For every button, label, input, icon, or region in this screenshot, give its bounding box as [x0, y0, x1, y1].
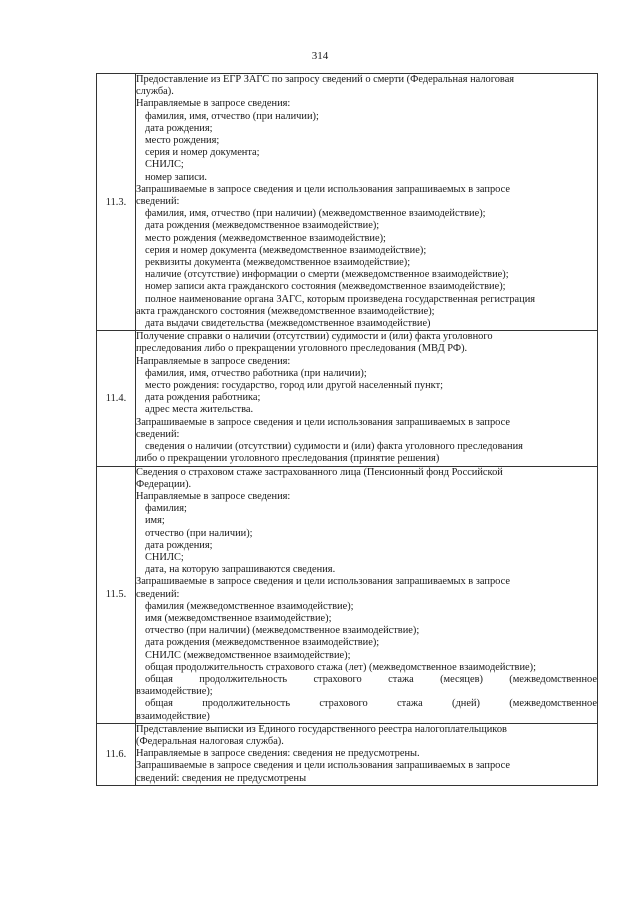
word: продолжительность — [199, 673, 288, 685]
text-line: Представление выписки из Единого государственного реестра налогоплательщиков — [136, 723, 507, 735]
text-line: полное наименование органа ЗАГС, которым произведена государственная регистрация — [145, 293, 536, 305]
text-line: отчество (при наличии) (межведомственное взаимодействие); — [145, 625, 420, 637]
text-line: общая продолжительность страхового стажа (лет) (межведомственное взаимодействие); — [145, 661, 536, 673]
requests-table-body — [97, 74, 598, 786]
word: страхового — [313, 673, 362, 685]
text-line: дата рождения; — [145, 122, 213, 134]
text-line: адрес места жительства. — [145, 404, 254, 416]
text-line: фамилия, имя, отчество (при наличии); — [145, 110, 319, 122]
text-line: (Федеральная налоговая служба). — [136, 735, 284, 747]
text-line: СНИЛС; — [145, 159, 184, 171]
text-line: номер записи акта гражданского состояния (межведомственное взаимодействие); — [145, 281, 506, 293]
row-number: 11.3. — [97, 74, 136, 331]
text-line: сведений: — [136, 588, 180, 600]
justified-line — [136, 698, 597, 710]
word: стажа — [388, 673, 414, 685]
text-line: дата рождения (межведомственное взаимодействие); — [145, 637, 380, 649]
text-line: Направляемые в запросе сведения: сведения не предусмотрены. — [136, 748, 420, 760]
text-line: Запрашиваемые в запросе сведения и цели использования запрашиваемых в запросе — [136, 416, 510, 428]
text-line: место рождения; — [145, 135, 220, 147]
text-line: серия и номер документа; — [145, 147, 260, 159]
requests-table — [96, 73, 598, 786]
text-line: номер записи. — [145, 171, 208, 183]
word: (межведомственное — [509, 673, 597, 685]
text-line: взаимодействие); — [136, 686, 213, 698]
row-content — [136, 74, 598, 331]
row-number: 11.6. — [97, 723, 136, 785]
table-row — [97, 331, 598, 466]
justified-line — [136, 674, 597, 686]
text-line: Сведения о страховом стаже застрахованного лица (Пенсионный фонд Российской — [136, 466, 503, 478]
text-line: фамилия; — [145, 503, 187, 515]
text-line: фамилия, имя, отчество (при наличии) (межведомственное взаимодействие); — [145, 208, 486, 220]
table-row — [97, 74, 598, 331]
text-line: место рождения (межведомственное взаимодействие); — [145, 232, 386, 244]
text-line: сведений: сведения не предусмотрены — [136, 772, 307, 784]
row-number: 11.5. — [97, 466, 136, 723]
row-content — [136, 331, 598, 466]
text-line: дата, на которую запрашиваются сведения. — [145, 564, 336, 576]
text-line: сведений: — [136, 428, 180, 440]
text-line: Получение справки о наличии (отсутствии) судимости и (или) факта уголовного — [136, 331, 493, 343]
text-line: Запрашиваемые в запросе сведения и цели использования запрашиваемых в запросе — [136, 183, 510, 195]
text-line: преследования либо о прекращении уголовного преследования (МВД РФ). — [136, 343, 468, 355]
text-line: имя (межведомственное взаимодействие); — [145, 612, 332, 624]
table-row — [97, 723, 598, 785]
word: (дней) — [452, 698, 480, 710]
text-line: реквизиты документа (межведомственное взаимодействие); — [145, 257, 411, 269]
text-line: Направляемые в запросе сведения: — [136, 98, 291, 110]
word: продолжительность — [202, 698, 291, 710]
text-line: фамилия, имя, отчество работника (при наличии); — [145, 367, 367, 379]
text-line: Запрашиваемые в запросе сведения и цели использования запрашиваемых в запросе — [136, 760, 510, 772]
text-line: СНИЛС; — [145, 551, 184, 563]
text-line: СНИЛС (межведомственное взаимодействие); — [145, 649, 351, 661]
text-line: Направляемые в запросе сведения: — [136, 355, 291, 367]
text-line: фамилия (межведомственное взаимодействие); — [145, 600, 354, 612]
text-line: акта гражданского состояния (межведомственное взаимодействие); — [136, 305, 435, 317]
text-line: отчество (при наличии); — [145, 527, 253, 539]
text-line: сведений: — [136, 196, 180, 208]
row-content — [136, 466, 598, 723]
word: (месяцев) — [440, 673, 483, 685]
word: общая — [145, 698, 173, 710]
text-line: Направляемые в запросе сведения: — [136, 490, 291, 502]
text-line: Запрашиваемые в запросе сведения и цели использования запрашиваемых в запросе — [136, 576, 510, 588]
word: страхового — [319, 698, 368, 710]
text-line: дата выдачи свидетельства (межведомственное взаимодействие) — [145, 318, 431, 330]
text-line: место рождения: государство, город или другой населенный пункт; — [145, 380, 444, 392]
word: (межведомственное — [509, 698, 597, 710]
text-line: дата рождения работника; — [145, 392, 261, 404]
row-number: 11.4. — [97, 331, 136, 466]
text-line: Федерации). — [136, 478, 192, 490]
table-row — [97, 466, 598, 723]
text-line: Предоставление из ЕГР ЗАГС по запросу сведений о смерти (Федеральная налоговая — [136, 74, 515, 85]
text-line: служба). — [136, 86, 174, 98]
word: стажа — [397, 698, 423, 710]
text-line: дата рождения; — [145, 539, 213, 551]
text-line: наличие (отсутствие) информации о смерти (межведомственное взаимодействие); — [145, 269, 509, 281]
text-line: либо о прекращении уголовного преследования (принятие решения) — [136, 453, 440, 465]
word: общая — [145, 673, 173, 685]
text-line: серия и номер документа (межведомственное взаимодействие); — [145, 244, 427, 256]
text-line: сведения о наличии (отсутствии) судимости и (или) факта уголовного преследования — [145, 441, 523, 453]
page-number: 314 — [311, 50, 329, 62]
text-line: имя; — [145, 515, 165, 527]
text-line: взаимодействие) — [136, 710, 210, 722]
row-content — [136, 723, 598, 785]
text-line: дата рождения (межведомственное взаимодействие); — [145, 220, 380, 232]
